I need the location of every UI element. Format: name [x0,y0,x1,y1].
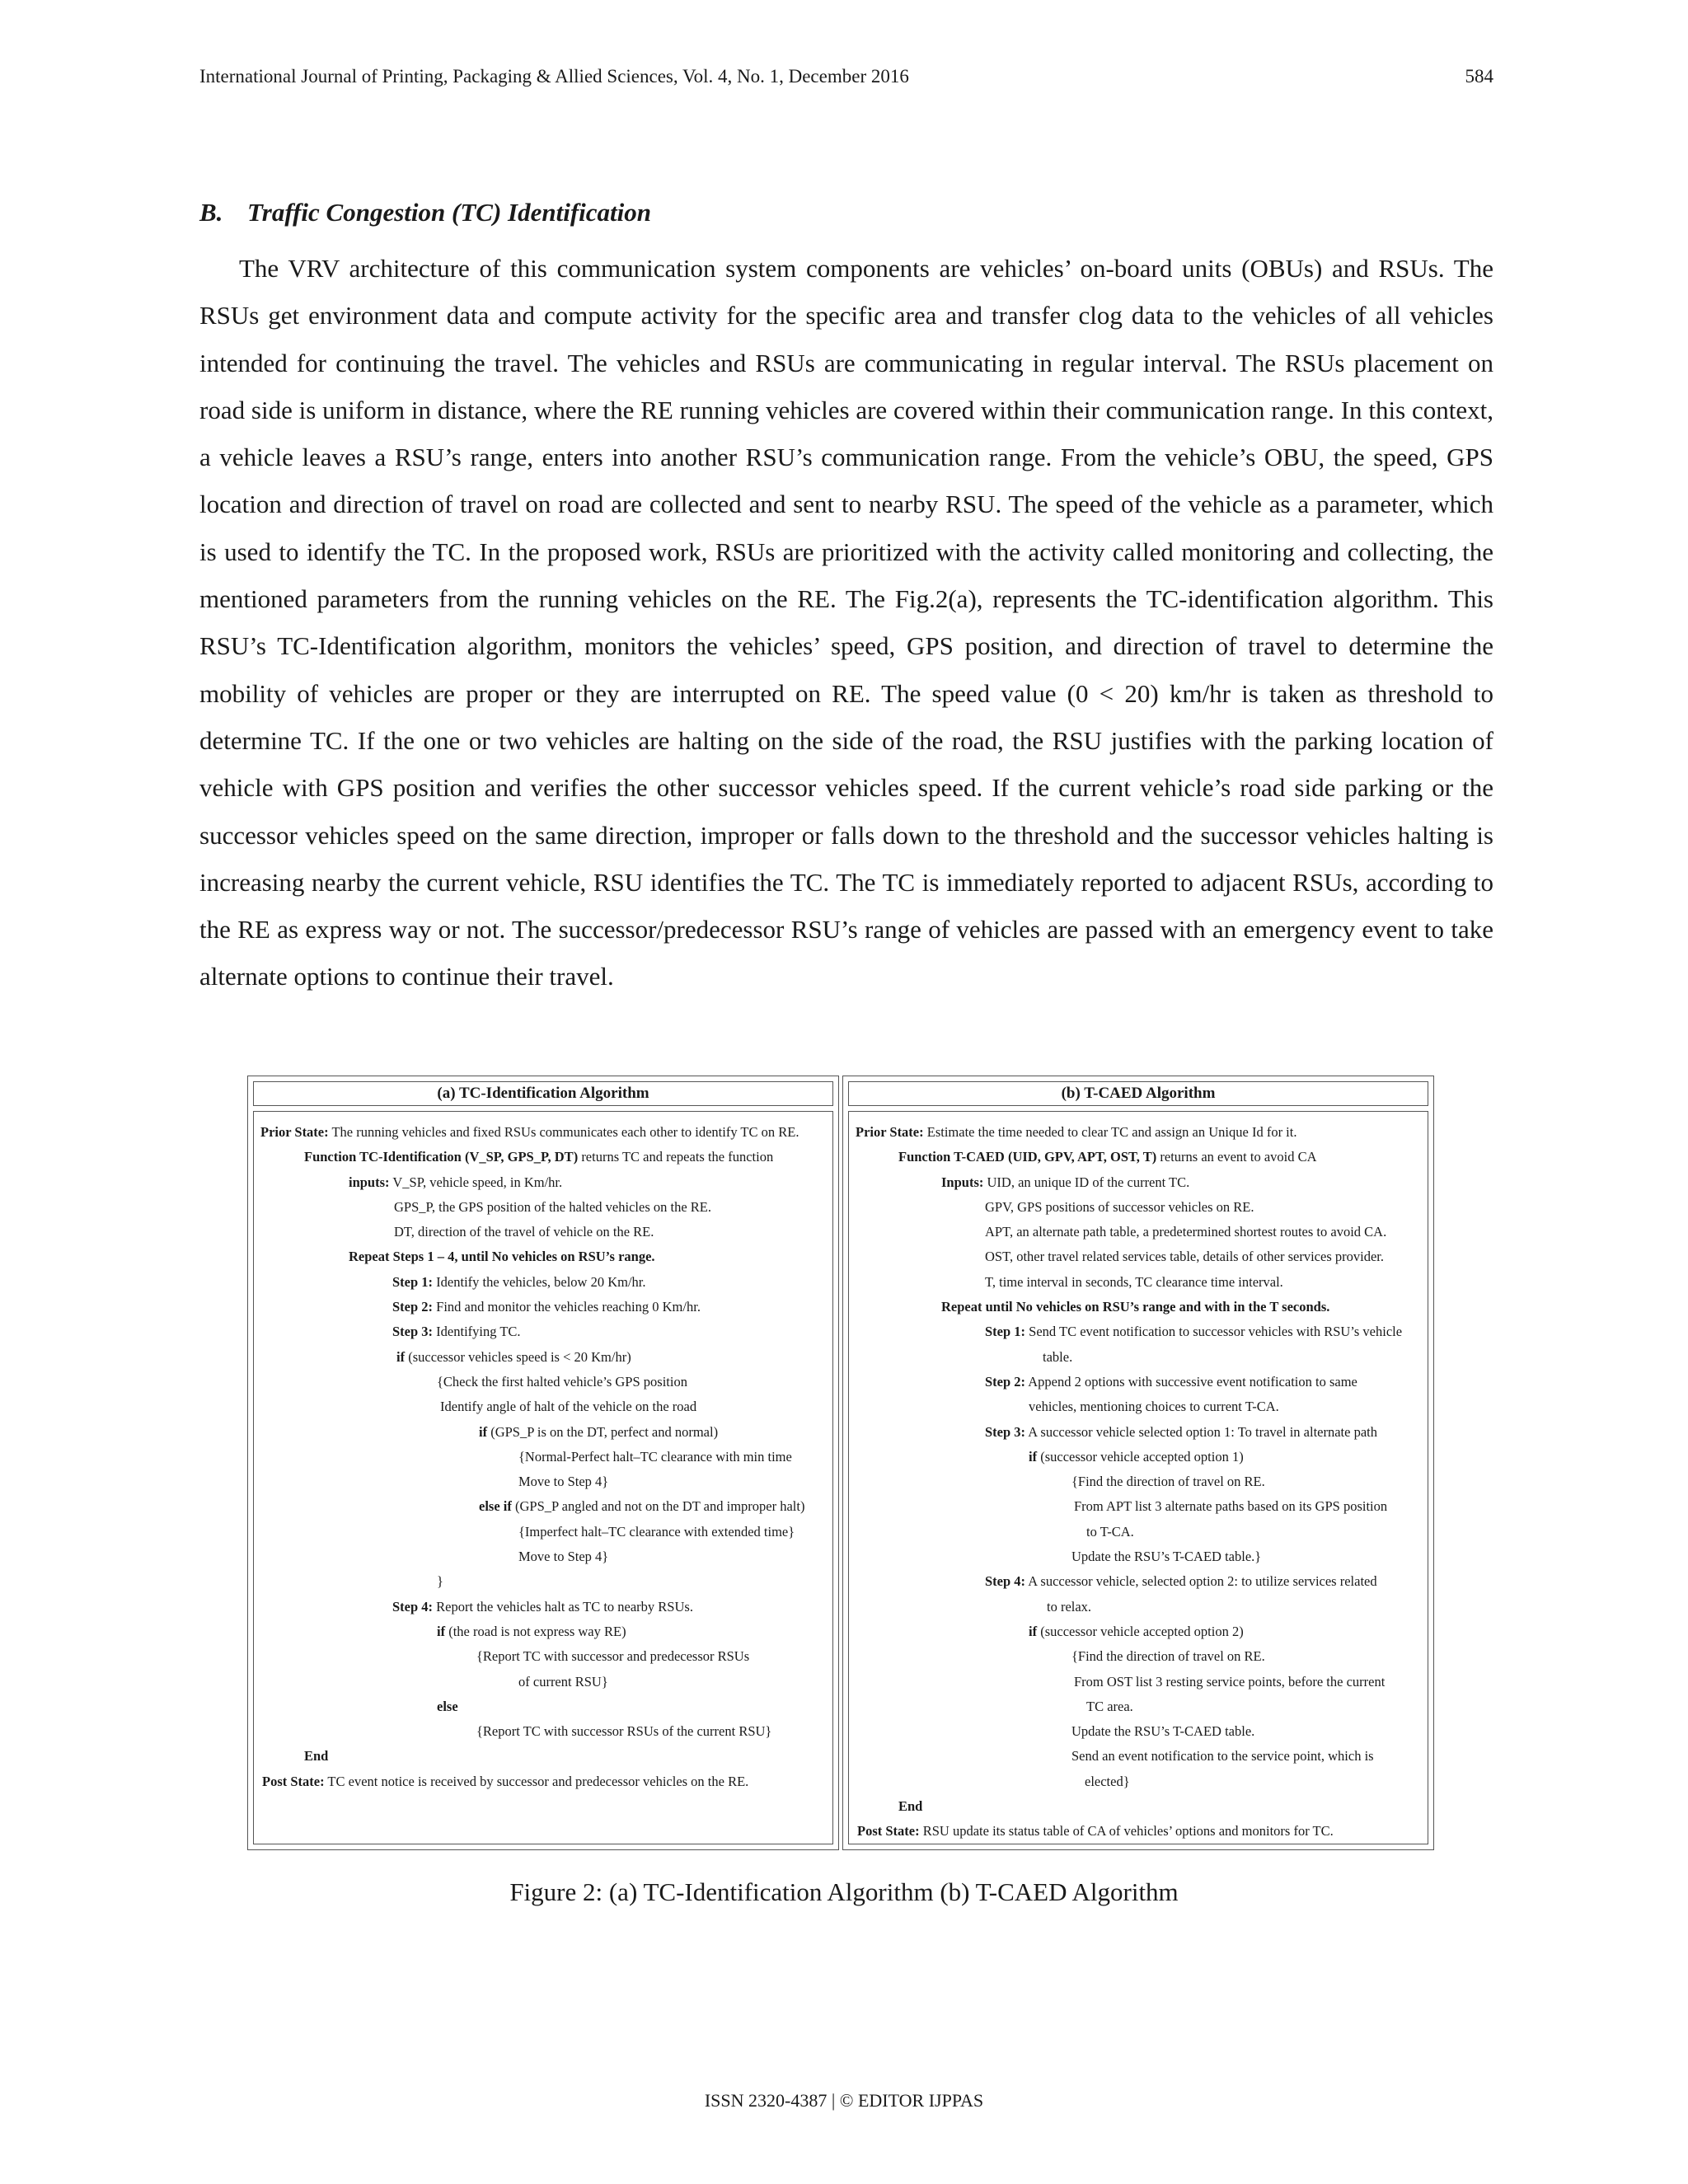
algorithm-line [254,1345,832,1370]
algorithm-keyword: Step 2: [985,1373,1026,1390]
algorithm-line [849,1244,1428,1269]
algorithm-line [254,1420,832,1445]
algorithm-line [849,1644,1428,1669]
algorithm-line [254,1520,832,1544]
algorithm-line [849,1819,1428,1844]
panel-a-lines [254,1120,832,1794]
algorithm-text: GPS_P, the GPS position of the halted vehicles on the RE. [394,1198,711,1215]
algorithm-line [849,1469,1428,1494]
algorithm-text: Identifying TC. [433,1324,521,1340]
algorithm-text: TC area. [1086,1698,1133,1714]
algorithm-keyword: Post State: [262,1773,325,1789]
algorithm-line [849,1544,1428,1569]
algorithm-text: From OST list 3 resting service points, before the current [1074,1673,1386,1690]
algorithm-line [254,1670,832,1694]
algorithm-keyword: Inputs: [941,1174,984,1190]
algorithm-text: Identify angle of halt of the vehicle on the road [440,1399,697,1415]
page-footer: ISSN 2320-4387 | © EDITOR IJPPAS [704,2090,984,2111]
algorithm-text: {Check the first halted vehicle’s GPS position [437,1373,687,1390]
algorithm-text: elected} [1085,1773,1130,1789]
algorithm-keyword: Step 3: [985,1423,1026,1440]
algorithm-line [254,1370,832,1394]
algorithm-text: Move to Step 4} [518,1549,609,1565]
algorithm-keyword: if [396,1348,406,1365]
algorithm-line [254,1394,832,1419]
algorithm-keyword: if [1029,1448,1038,1465]
algorithm-text: {Imperfect halt–TC clearance with extended time} [518,1523,795,1540]
algorithm-text: of current RSU} [518,1673,608,1690]
algorithm-line [254,1644,832,1669]
section-heading [199,198,651,227]
algorithm-line [254,1295,832,1319]
page-number: 584 [1465,66,1493,87]
algorithm-text: returns an event to avoid CA [1156,1149,1317,1165]
panel-a-body [253,1111,833,1844]
algorithm-line [254,1719,832,1744]
algorithm-text: (successor vehicle accepted option 1) [1037,1448,1244,1465]
algorithm-line [849,1769,1428,1794]
algorithm-line [254,1744,832,1769]
algorithm-line [849,1719,1428,1744]
algorithm-line [254,1595,832,1619]
algorithm-text: UID, an unique ID of the current TC. [983,1174,1190,1190]
algorithm-keyword: Prior State: [260,1124,329,1140]
algorithm-text: vehicles, mentioning choices to current T-CA. [1029,1399,1279,1415]
algorithm-keyword: if [1029,1623,1038,1639]
section-title: Traffic Congestion (TC) Identification [247,198,651,227]
algorithm-keyword: Post State: [857,1823,920,1840]
algorithm-line [254,1195,832,1220]
algorithm-keyword: Step 1: [985,1324,1026,1340]
algorithm-line [254,1569,832,1594]
algorithm-line [254,1270,832,1295]
algorithm-text: TC event notice is received by successor and predecessor vehicles on the RE. [324,1773,749,1789]
algorithm-keyword: else if [479,1498,512,1515]
algorithm-text: A successor vehicle, selected option 2: to utilize services related [1025,1573,1377,1590]
algorithm-text: } [437,1573,443,1590]
algorithm-text: (successor vehicle accepted option 2) [1037,1623,1244,1639]
algorithm-line [849,1220,1428,1244]
algorithm-text: T, time interval in seconds, TC clearance time interval. [985,1273,1283,1290]
algorithm-line [254,1170,832,1195]
algorithm-line [849,1595,1428,1619]
algorithm-line [849,1170,1428,1195]
algorithm-text: OST, other travel related services table, details of other services provider. [985,1249,1384,1265]
algorithm-line [254,1244,832,1269]
algorithm-figure [247,1076,1434,1850]
panel-a-title: (a) TC-Identification Algorithm [253,1081,833,1106]
algorithm-text: DT, direction of the travel of vehicle on the RE. [394,1224,654,1240]
algorithm-line [849,1270,1428,1295]
algorithm-line [254,1494,832,1519]
running-head [199,66,1493,96]
algorithm-line [849,1494,1428,1519]
algorithm-text: (GPS_P is on the DT, perfect and normal) [487,1423,719,1440]
algorithm-line [849,1619,1428,1644]
algorithm-line [849,1794,1428,1819]
algorithm-text: {Find the direction of travel on RE. [1071,1648,1265,1665]
section-number: B. [199,198,223,227]
algorithm-line [254,1120,832,1145]
algorithm-line [849,1694,1428,1719]
algorithm-line [849,1370,1428,1394]
algorithm-line [849,1319,1428,1344]
algorithm-keyword: if [437,1623,446,1639]
algorithm-keyword: Function TC-Identification (V_SP, GPS_P, DT) [304,1149,579,1165]
panel-tc-identification [247,1076,839,1850]
algorithm-line [849,1744,1428,1769]
panel-t-caed [842,1076,1434,1850]
panel-b-body [848,1111,1428,1844]
algorithm-text: Update the RSU’s T-CAED table.} [1071,1549,1262,1565]
algorithm-line [849,1520,1428,1544]
algorithm-line [254,1544,832,1569]
algorithm-text: The running vehicles and fixed RSUs communicates each other to identify TC on RE. [328,1124,799,1140]
algorithm-text: Append 2 options with successive event notification to same [1025,1373,1357,1390]
algorithm-line [254,1145,832,1169]
algorithm-line [849,1394,1428,1419]
algorithm-keyword: else [437,1698,458,1714]
algorithm-text: APT, an alternate path table, a predetermined shortest routes to avoid CA. [985,1224,1387,1240]
algorithm-text: {Find the direction of travel on RE. [1071,1474,1265,1490]
algorithm-line [254,1319,832,1344]
algorithm-keyword: End [304,1748,329,1765]
algorithm-line [849,1120,1428,1145]
algorithm-keyword: Step 4: [392,1598,434,1615]
algorithm-line [254,1769,832,1794]
algorithm-text: Report the vehicles halt as TC to nearby RSUs. [433,1598,693,1615]
algorithm-text: Find and monitor the vehicles reaching 0 Km/hr. [433,1299,701,1315]
algorithm-text: Send TC event notification to successor vehicles with RSU’s vehicle [1025,1324,1403,1340]
algorithm-line [849,1670,1428,1694]
body-paragraph: The VRV architecture of this communication system components are vehicles’ on-board units (OBUs) and RSUs. The RSUs get environment data and compute activity for the specific area and transfer clog data to the vehicles of all vehicles intended for continuing the travel. The vehicles and RSUs are communicating in regular interval. The RSUs placement on road side is uniform in distance, where the RE running vehicles are covered within their communication range. In this context, a vehicle leaves a RSU’s range, enters into another RSU’s communication range. From the vehicle’s OBU, the speed, GPS location and direction of travel on road are collected and sent to nearby RSU. The speed of the vehicle as a parameter, which is used to identify the TC. In the proposed work, RSUs are prioritized with the activity called monitoring and collecting, the mentioned parameters from the running vehicles on the RE. The Fig.2(a), represents the TC-identification algorithm. This RSU’s TC-Identification algorithm, monitors the vehicles’ speed, GPS position, and direction of travel to determine the mobility of vehicles are proper or they are interrupted on RE. The speed value (0 < 20) km/hr is taken as threshold to determine TC. If the one or two vehicles are halting on the side of the road, the RSU justifies with the parking location of vehicle with GPS position and verifies the other successor vehicles speed. If the current vehicle’s road side parking or the successor vehicles speed on the same direction, improper or falls down to the threshold and the successor vehicles halting is increasing nearby the current vehicle, RSU identifies the TC. The TC is immediately reported to adjacent RSUs, according to the RE as express way or not. The successor/predecessor RSU’s range of vehicles are passed with an emergency event to take alternate options to continue their travel. [199,254,1493,991]
algorithm-keyword: if [479,1423,488,1440]
panel-b-title: (b) T-CAED Algorithm [848,1081,1428,1106]
algorithm-text: {Report TC with successor RSUs of the current RSU} [476,1723,772,1740]
algorithm-text: (the road is not express way RE) [445,1623,626,1639]
algorithm-text: A successor vehicle selected option 1: To travel in alternate path [1025,1423,1377,1440]
algorithm-text: RSU update its status table of CA of vehicles’ options and monitors for TC. [919,1823,1334,1840]
algorithm-line [849,1345,1428,1370]
algorithm-line [254,1469,832,1494]
algorithm-text: to T-CA. [1086,1523,1134,1540]
algorithm-text: From APT list 3 alternate paths based on its GPS position [1074,1498,1388,1515]
panel-b-lines [849,1120,1428,1844]
algorithm-text: Update the RSU’s T-CAED table. [1071,1723,1255,1740]
algorithm-line [254,1220,832,1244]
algorithm-text: Move to Step 4} [518,1474,609,1490]
algorithm-keyword: Repeat Steps 1 – 4, until No vehicles on RSU’s range. [349,1249,655,1265]
algorithm-keyword: End [898,1798,923,1815]
algorithm-line [849,1445,1428,1469]
algorithm-text: to relax. [1047,1598,1092,1615]
algorithm-text: (successor vehicles speed is < 20 Km/hr) [405,1348,631,1365]
algorithm-keyword: inputs: [349,1174,390,1190]
algorithm-text: Identify the vehicles, below 20 Km/hr. [433,1273,646,1290]
algorithm-text: Send an event notification to the service point, which is [1071,1748,1374,1765]
algorithm-keyword: Step 1: [392,1273,434,1290]
algorithm-line [254,1619,832,1644]
journal-title: International Journal of Printing, Packaging & Allied Sciences, Vol. 4, No. 1, December 2016 [199,66,909,87]
algorithm-keyword: Function T-CAED (UID, GPV, APT, OST, T) [898,1149,1157,1165]
algorithm-line [849,1145,1428,1169]
algorithm-keyword: Repeat until No vehicles on RSU’s range and with in the T seconds. [941,1299,1330,1315]
algorithm-keyword: Step 3: [392,1324,434,1340]
algorithm-line [254,1694,832,1719]
algorithm-keyword: Prior State: [856,1124,924,1140]
algorithm-text: V_SP, vehicle speed, in Km/hr. [389,1174,563,1190]
algorithm-keyword: Step 4: [985,1573,1026,1590]
algorithm-text: (GPS_P angled and not on the DT and improper halt) [511,1498,805,1515]
algorithm-text: Estimate the time needed to clear TC and assign an Unique Id for it. [923,1124,1297,1140]
figure-caption: Figure 2: (a) TC-Identification Algorithm (b) T-CAED Algorithm [509,1877,1179,1906]
algorithm-line [849,1420,1428,1445]
algorithm-text: {Report TC with successor and predecessor RSUs [476,1648,750,1665]
algorithm-line [254,1445,832,1469]
algorithm-text: {Normal-Perfect halt–TC clearance with min time [518,1448,792,1465]
algorithm-text: returns TC and repeats the function [578,1149,774,1165]
algorithm-line [849,1195,1428,1220]
algorithm-text: GPV, GPS positions of successor vehicles on RE. [985,1198,1254,1215]
algorithm-line [849,1295,1428,1319]
algorithm-text: table. [1043,1348,1073,1365]
algorithm-keyword: Step 2: [392,1299,434,1315]
algorithm-line [849,1569,1428,1594]
